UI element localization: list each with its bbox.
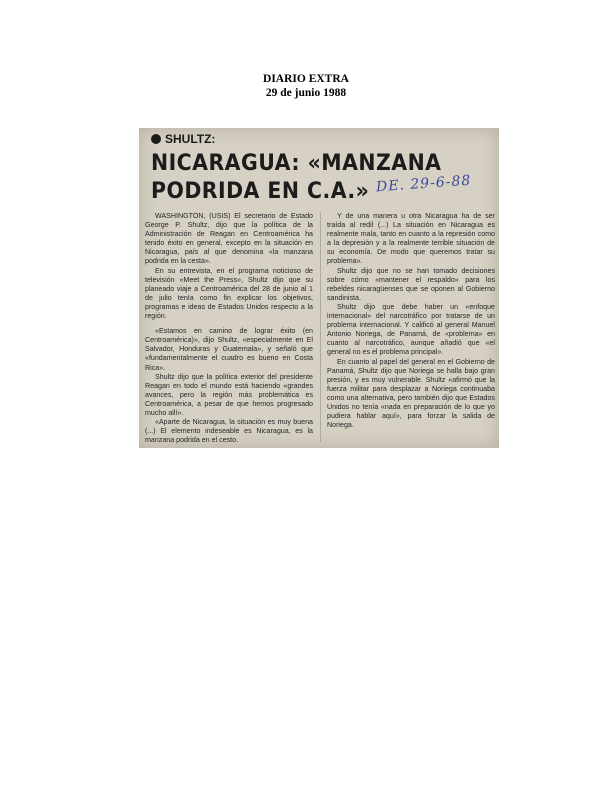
paragraph: En cuanto al papel del general en el Gobierno de Panamá, Shultz dijo que Noriega se halla bajo gran presión, y es muy vulnerable. Shultz «afirmó que la fuerza militar para desplazar a Noriega continuaba como una alternativa, pero también dijo que Estados Unidos no tenía «nada en preparación de lo que yo pudiera hablar aquí», para forzar la salida de Noriega. — [327, 357, 495, 430]
page-header — [0, 72, 612, 100]
bullet-icon — [151, 134, 161, 144]
paragraph: En su entrevista, en el programa noticioso de televisión «Meet the Press», Shultz dijo que su planeado viaje a Centroamérica del 28 de junio al 1 de julio tenía como fin explicar los objetivos, programas e ideas de Estados Unidos respecto a la región. — [145, 266, 313, 321]
article-column-left — [145, 212, 313, 445]
newspaper-clipping — [139, 128, 499, 448]
headline-line-2: PODRIDA EN C.A.» — [151, 179, 370, 204]
paragraph: WASHINGTON, (USIS) El secretario de Estado George P. Shultz, dijo que la política de la Administración de Reagan en Centroamérica ha tenido éxito en general, excepto en la situación en Nicaragua, país al que denomina «la manzana podrida en la cesta». — [145, 212, 313, 266]
paragraph: «Aparte de Nicaragua, la situación es muy buena (...) El elemento indeseable es Nicaragua, es la manzana podrida en el cesto. — [145, 418, 313, 445]
kicker-label: SHULTZ: — [165, 132, 216, 146]
publication-date: 29 de junio 1988 — [265, 87, 347, 99]
paragraph: Shultz dijo que no se han tomado decisiones sobre cómo «mantener el respaldo» para los rebeldes nicaragüenses que se oponen al Gobierno sandinista. — [327, 266, 495, 302]
handwritten-date-note: DE. 29-6-88 — [375, 172, 472, 196]
article-column-right — [327, 212, 495, 430]
paragraph: Shultz dijo que debe haber un «enfoque internacional» del narcotráfico por tratarse de un problema internacional. Y calificó al general Manuel Antonio Noriega, de Panamá, de «problema» en cuanto al narcotráfico, aunque añadió que «el general no es el problema principal». — [327, 302, 495, 357]
paragraph: Y de una manera u otra Nicaragua ha de ser traída al redil (...) La situación en Nicaragua es realmente mala, tanto en cuanto a la represión como a la depresión y a la realmente terrible situación de su economía. De modo que queremos tratar su problema». — [327, 212, 495, 266]
column-divider — [320, 212, 321, 442]
headline-line-1: NICARAGUA: «MANZANA — [151, 151, 442, 176]
kicker — [151, 132, 215, 146]
paragraph: «Estamos en camino de lograr éxito (en Centroamérica)», dijo Shultz, «especialmente en El Salvador, Honduras y Guatemala», y señaló que «fundamentalmente el cuadro es bueno en Costa Rica». — [145, 327, 313, 372]
publication-name: DIARIO EXTRA — [263, 73, 349, 85]
paragraph: Shultz dijo que la política exterior del presidente Reagan en todo el mundo está haciendo «grandes avances, pero la región más problemática es Centroamérica, a pesar de que hemos progresado mucho allí». — [145, 372, 313, 417]
